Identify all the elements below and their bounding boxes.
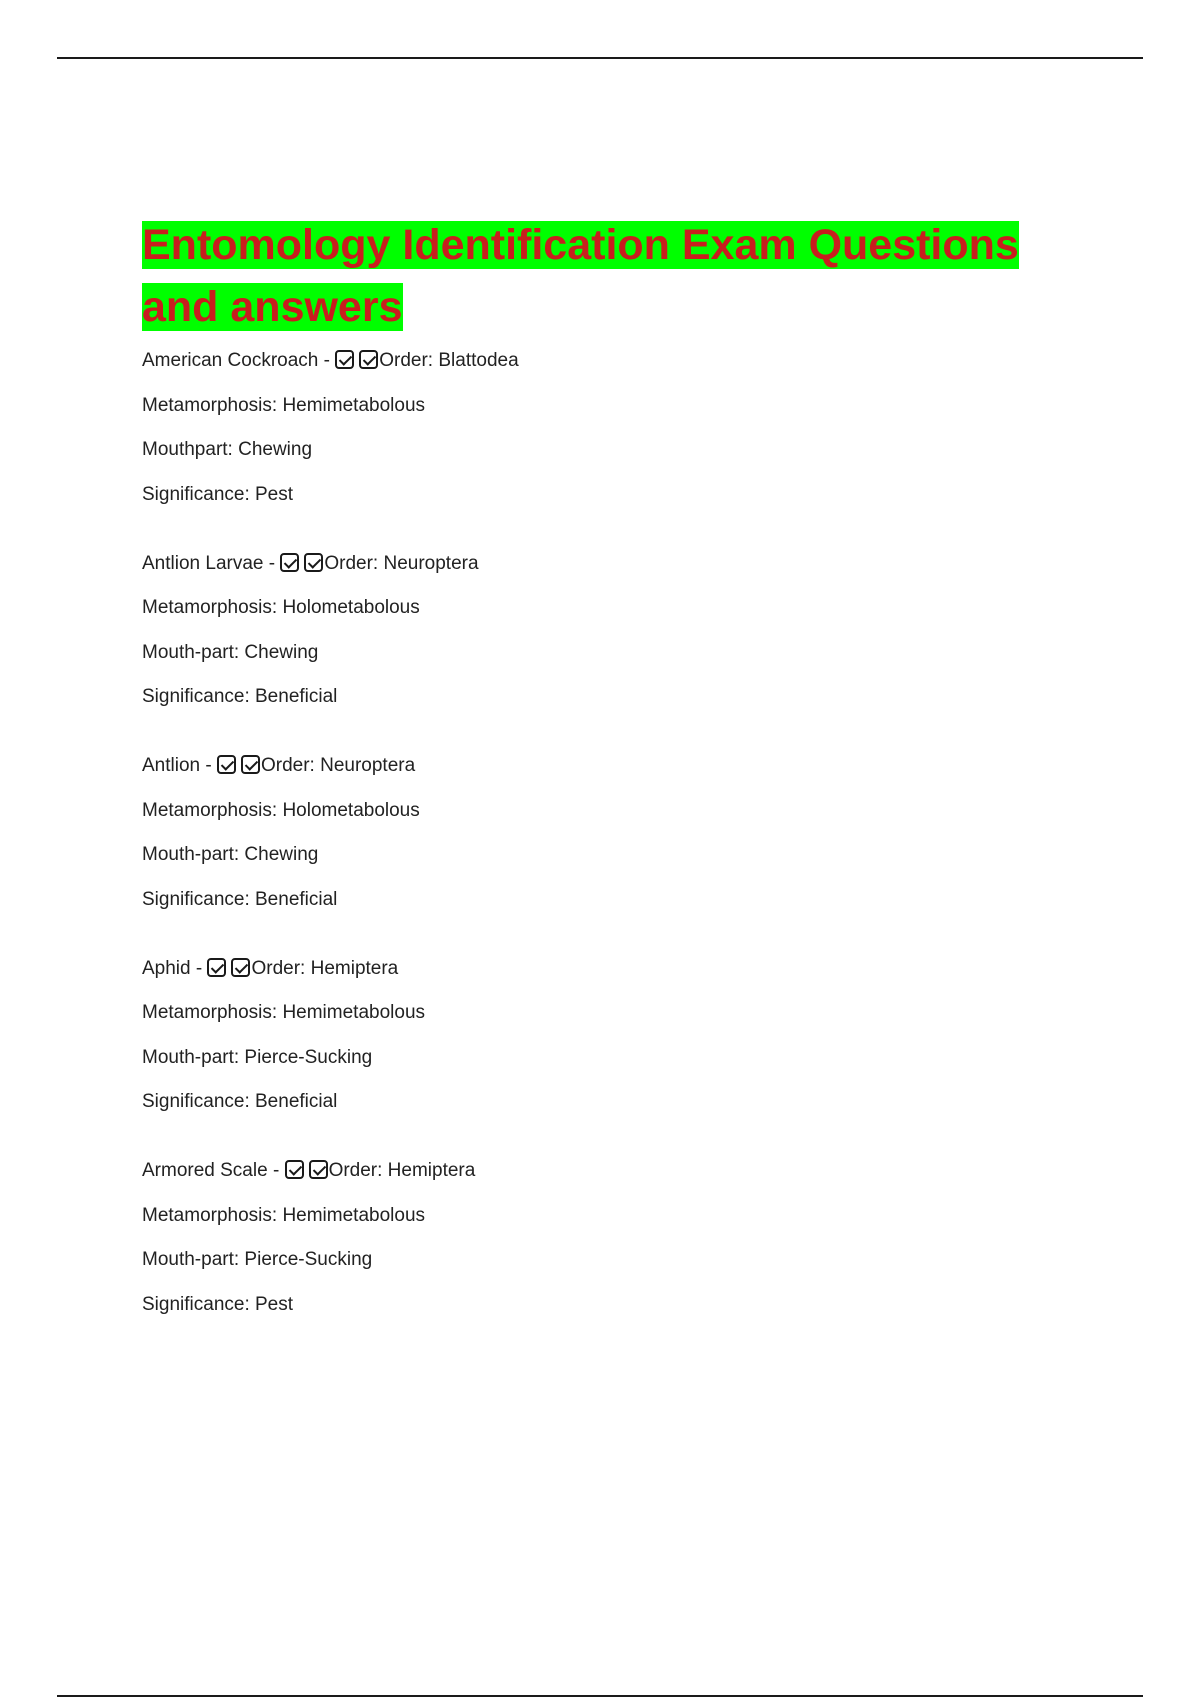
entry-metamorphosis: Metamorphosis: Holometabolous — [142, 597, 420, 618]
entry-significance: Significance: Pest — [142, 1293, 294, 1315]
checked-box-icon — [335, 350, 354, 369]
entry-antlion — [142, 755, 1072, 911]
checked-box-icon — [359, 350, 378, 369]
checked-box-icon — [241, 755, 260, 774]
entry-list — [142, 350, 1072, 1316]
entry-name: Antlion - — [142, 755, 212, 776]
entry-armored-scale — [142, 1160, 1072, 1316]
entry-name: Aphid - — [142, 957, 203, 979]
entry-aphid — [142, 958, 1072, 1114]
entry-metamorphosis: Metamorphosis: Hemimetabolous — [142, 1002, 426, 1023]
entry-antlion-larvae — [142, 553, 1072, 709]
entry-significance: Significance: Beneficial — [142, 888, 338, 910]
checked-box-icon — [231, 958, 250, 977]
entry-name: Antlion Larvae - — [142, 552, 276, 574]
entry-mouthpart: Mouth-part: Pierce-Sucking — [142, 1249, 373, 1270]
checked-box-icon — [304, 553, 323, 572]
entry-significance: Significance: Beneficial — [142, 1091, 338, 1112]
entry-heading — [142, 958, 1072, 980]
entry-name: Armored Scale - — [142, 1160, 280, 1181]
entry-heading — [142, 350, 1072, 372]
document-body — [142, 214, 1072, 1363]
entry-order: Order: Blattodea — [379, 350, 519, 371]
entry-order: Order: Hemiptera — [251, 957, 399, 979]
entry-american-cockroach — [142, 350, 1072, 506]
entry-metamorphosis: Metamorphosis: Holometabolous — [142, 799, 420, 821]
checked-box-icon — [280, 553, 299, 572]
checked-box-icon — [309, 1160, 328, 1179]
entry-mouthpart: Mouth-part: Pierce-Sucking — [142, 1046, 373, 1068]
entry-order: Order: Neuroptera — [260, 755, 416, 776]
entry-name: American Cockroach - — [142, 350, 330, 371]
checked-box-icon — [285, 1160, 304, 1179]
entry-mouthpart: Mouth-part: Chewing — [142, 844, 319, 865]
entry-significance: Significance: Beneficial — [142, 686, 338, 707]
entry-metamorphosis: Metamorphosis: Hemimetabolous — [142, 394, 426, 416]
entry-metamorphosis: Metamorphosis: Hemimetabolous — [142, 1204, 426, 1226]
entry-order: Order: Neuroptera — [324, 552, 479, 574]
entry-significance: Significance: Pest — [142, 483, 294, 505]
footer-rule — [57, 1695, 1143, 1697]
checked-box-icon — [207, 958, 226, 977]
header-rule — [57, 57, 1143, 59]
entry-heading — [142, 1160, 1072, 1182]
document-title: Entomology Identification Exam Questions and answers — [142, 221, 1019, 331]
entry-order: Order: Hemiptera — [328, 1160, 476, 1181]
entry-mouthpart: Mouth-part: Chewing — [142, 641, 319, 663]
entry-heading — [142, 553, 1072, 575]
entry-heading — [142, 755, 1072, 777]
entry-mouthpart: Mouthpart: Chewing — [142, 439, 313, 460]
checked-box-icon — [217, 755, 236, 774]
